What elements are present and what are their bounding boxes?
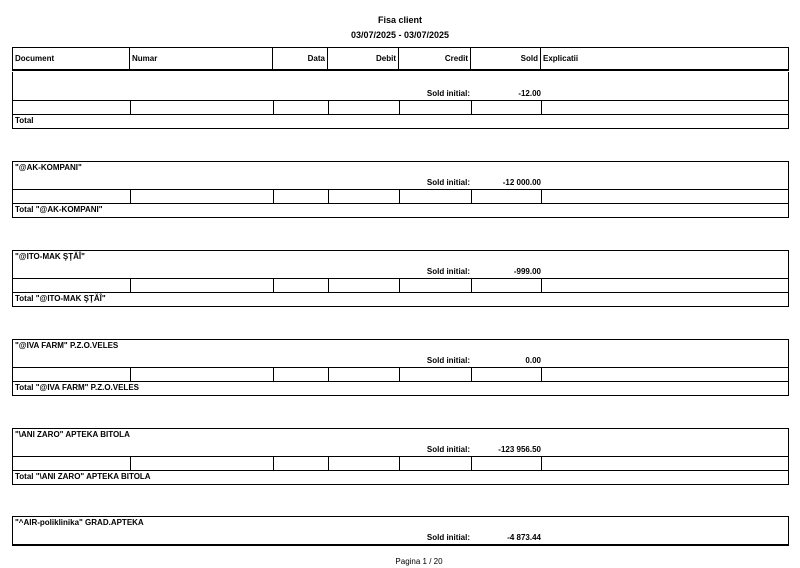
sold-initial-row [13,175,788,189]
empty-row [13,100,788,114]
sold-initial-value: -4 873.44 [507,533,541,542]
report-period: 03/07/2025 - 03/07/2025 [350,30,450,40]
sold-initial-value: -12.00 [518,89,541,98]
col-document: Document [13,48,130,71]
total-row: Total [12,115,789,129]
sold-initial-value: -12 000.00 [502,178,541,187]
sold-initial-label: Sold initial: [426,89,470,98]
sold-initial-label: Sold initial: [426,533,470,542]
sold-initial-row [13,353,788,367]
client-total-row: Total "@ITO-MAK ŞŢĂÎ" [12,293,789,307]
client-name: "\ANI ZARO" APTEKA BITOLA [15,430,130,439]
client-name: "^AIR-poliklinika" GRAD.APTEKA [15,518,144,527]
sold-initial-label: Sold initial: [426,178,470,187]
client-total-row: Total "@IVA FARM" P.Z.O.VELES [12,382,789,396]
col-debit: Debit [328,48,399,71]
sold-initial-label: Sold initial: [426,445,470,454]
column-header-row [12,47,789,71]
client-name: "@IVA FARM" P.Z.O.VELES [15,341,119,350]
page-footer [0,557,800,566]
sold-initial-row [13,86,788,100]
client-name: "@AK-KOMPANI" [15,163,82,172]
sold-initial-row [13,442,788,456]
client-section [12,250,789,307]
client-section [12,516,789,546]
empty-row [13,456,788,470]
sold-initial-value: -123 956.50 [498,445,541,454]
sold-initial-label: Sold initial: [426,356,470,365]
client-total-row: Total "\ANI ZARO" APTEKA BITOLA [12,471,789,485]
sold-initial-value: -999.00 [513,267,541,276]
sold-initial-row [13,530,788,544]
empty-row [13,189,788,203]
empty-row [13,278,788,292]
client-section-unnamed [12,72,789,129]
client-total-row: Total "@AK-KOMPANI" [12,204,789,218]
client-section [12,339,789,396]
sold-initial-row [13,264,788,278]
col-explicatii: Explicatii [541,48,789,71]
col-sold: Sold [471,48,541,71]
client-name: "@ITO-MAK ŞŢĂÎ" [15,252,85,261]
client-section [12,161,789,218]
col-numar: Numar [130,48,273,71]
sold-initial-value: 0.00 [525,356,541,365]
report-title: Fisa client [377,15,422,25]
client-section [12,428,789,485]
sold-initial-label: Sold initial: [426,267,470,276]
col-credit: Credit [399,48,471,71]
empty-row [13,367,788,381]
page-number: Pagina 1 / 20 [395,557,443,566]
col-data: Data [273,48,328,71]
